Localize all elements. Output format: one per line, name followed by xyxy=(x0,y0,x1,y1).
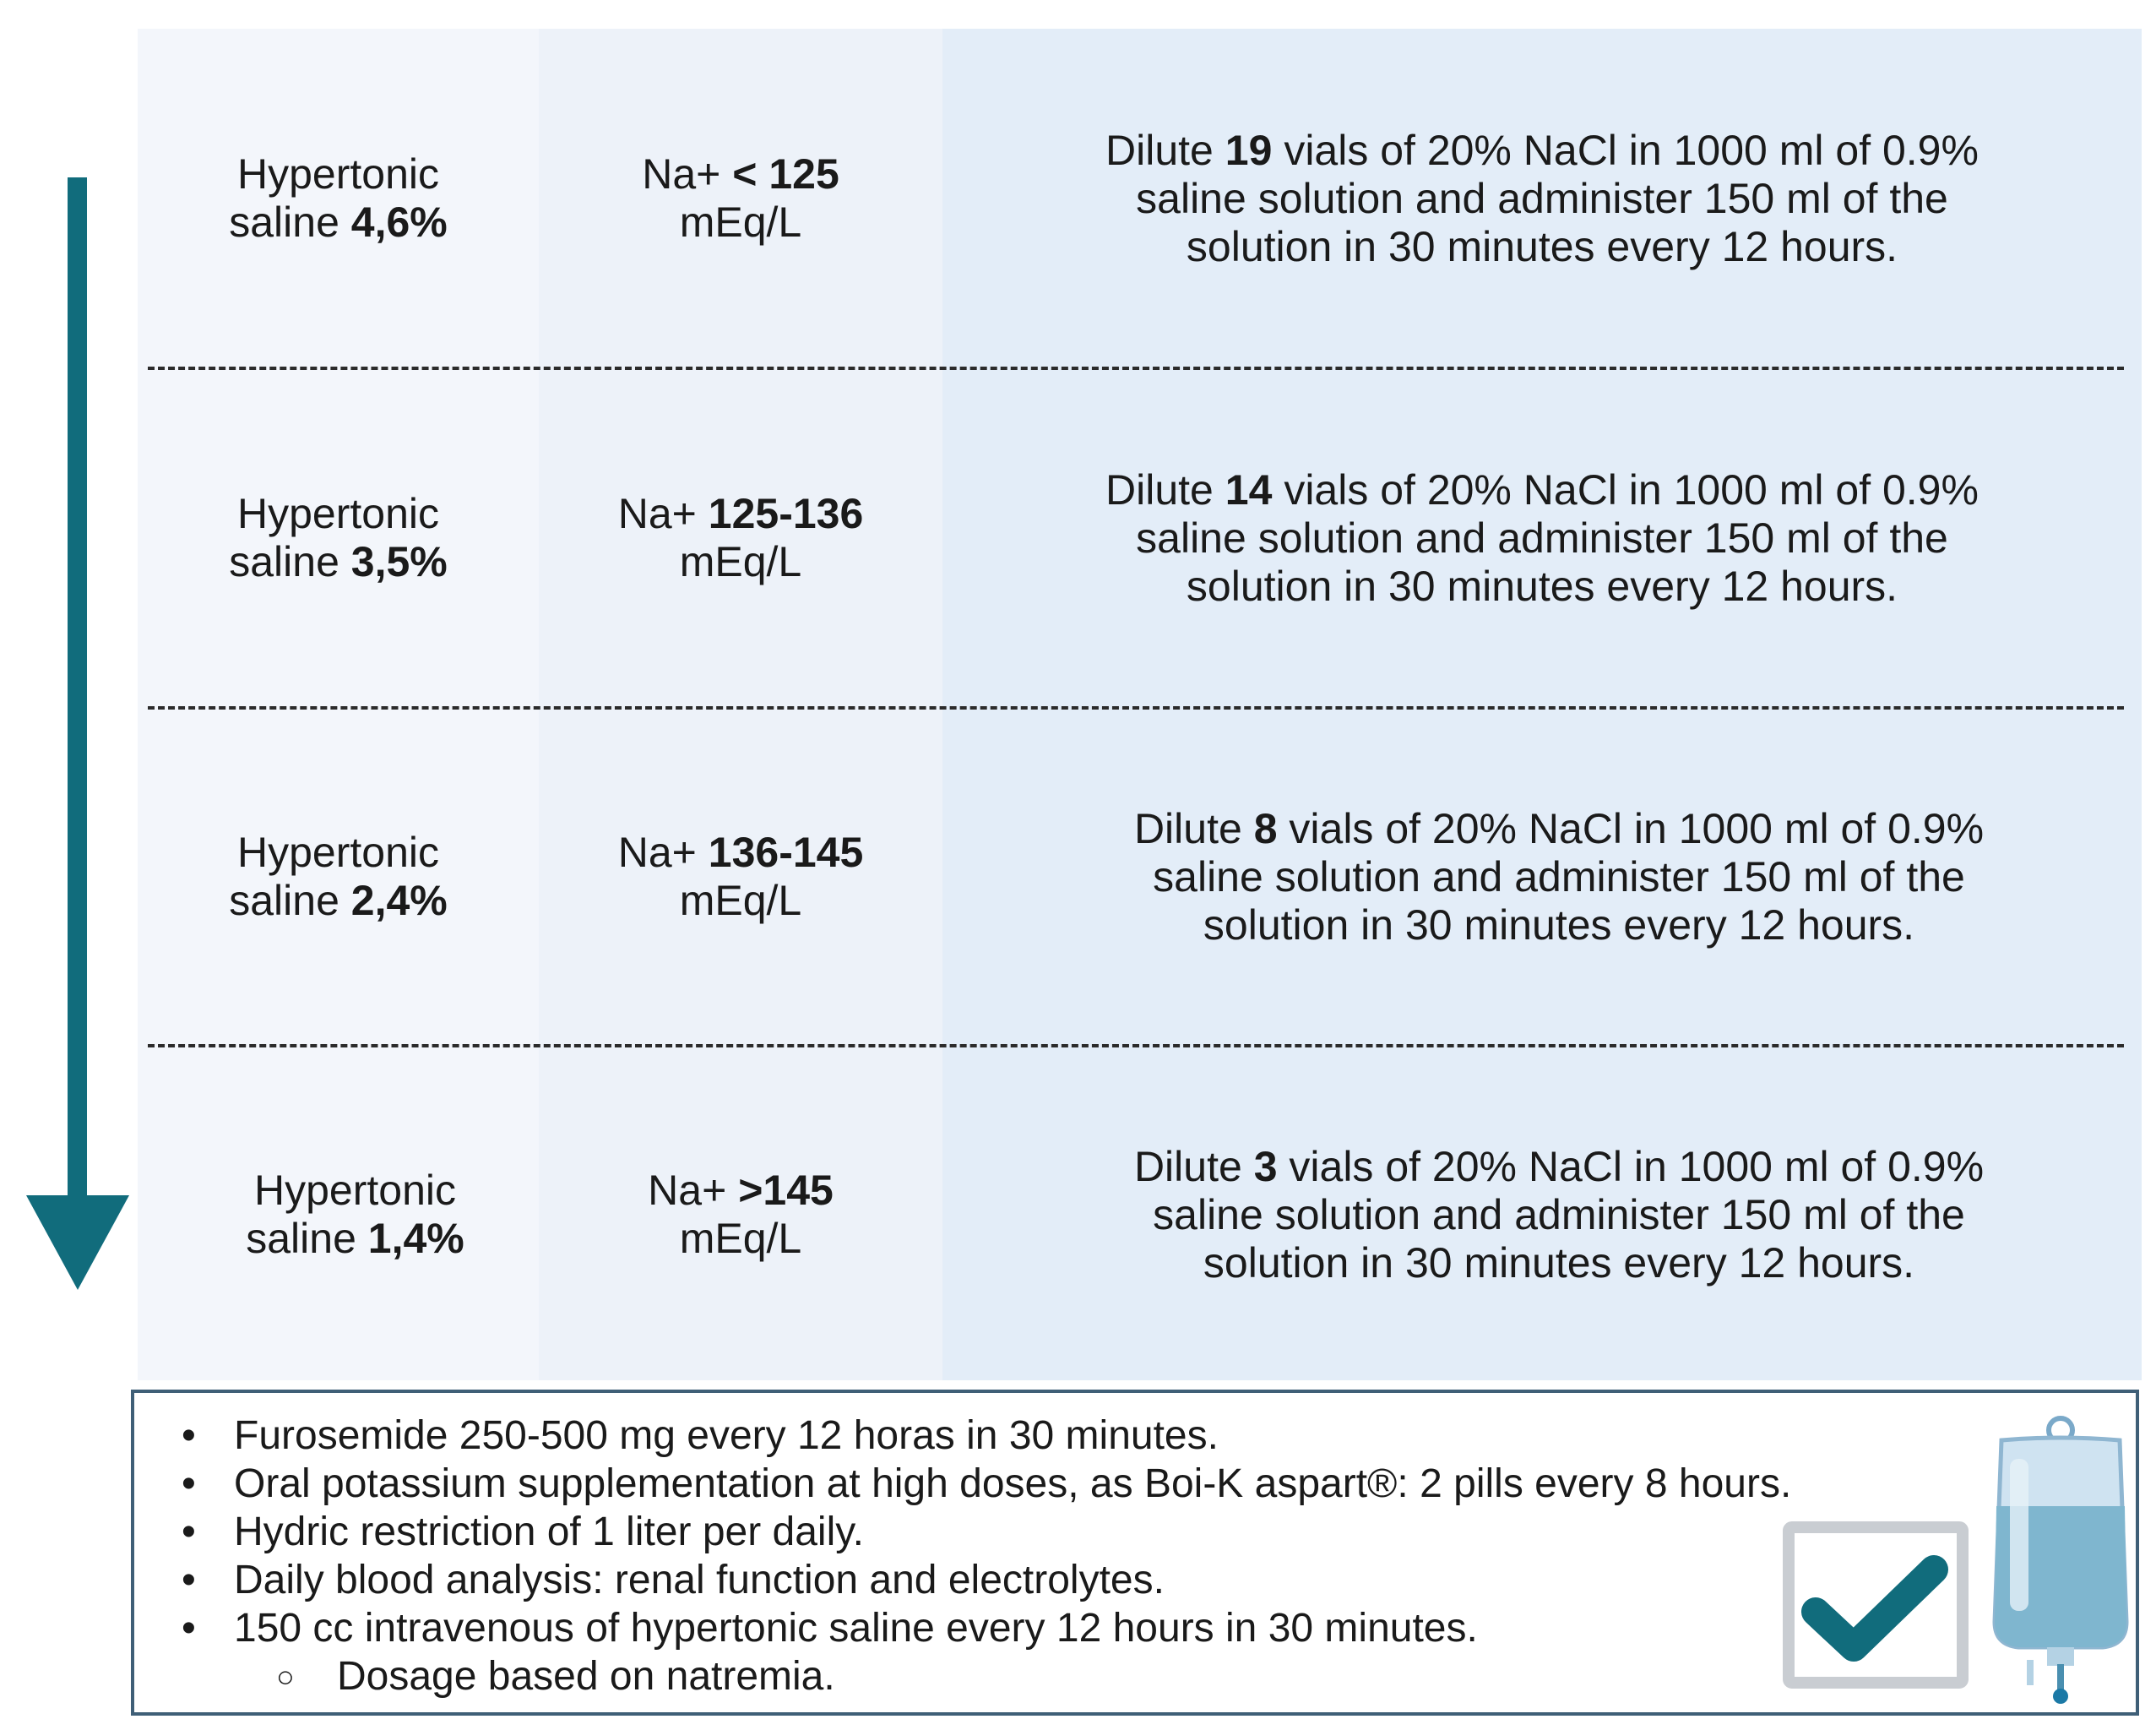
dosage-row xyxy=(138,371,2142,705)
sodium-cell xyxy=(539,371,942,705)
saline-cell xyxy=(138,31,539,366)
arrow-shaft xyxy=(68,177,87,1208)
sodium-cell xyxy=(539,710,942,1044)
dilute-word: Dilute xyxy=(1133,804,1242,852)
iv-bag-icon xyxy=(1976,1406,2145,1711)
bullet-icon: • xyxy=(182,1461,196,1506)
sodium-prefix: Na+ xyxy=(642,150,721,198)
instruction-cell xyxy=(942,1047,2142,1382)
sub-bullet-icon: ○ xyxy=(276,1659,295,1694)
sodium-prefix: Na+ xyxy=(648,1167,727,1214)
instruction-text: vials of 20% NaCl in 1000 ml of 0.9% saline solution and administer 150 ml of the solution in 30 minutes every 12 hours. xyxy=(1153,1142,1985,1287)
note-text: Oral potassium supplementation at high doses, as Boi-K aspart®: 2 pills every 8 hours. xyxy=(234,1461,1792,1506)
note-item xyxy=(176,1556,1791,1604)
saline-cell xyxy=(138,710,539,1044)
treatment-notes-list xyxy=(176,1412,1791,1700)
instruction-cell xyxy=(942,31,2142,366)
bullet-icon: • xyxy=(182,1606,196,1651)
dosage-row xyxy=(138,31,2142,366)
saline-cell xyxy=(138,1047,539,1382)
instruction-cell xyxy=(942,710,2142,1044)
saline-cell xyxy=(138,371,539,705)
instruction-text: vials of 20% NaCl in 1000 ml of 0.9% saline solution and administer 150 ml of the solution in 30 minutes every 12 hours. xyxy=(1153,804,1985,949)
instruction-text: vials of 20% NaCl in 1000 ml of 0.9% saline solution and administer 150 ml of the solution in 30 minutes every 12 hours. xyxy=(1136,465,1979,610)
saline-percentage: 2,4% xyxy=(350,877,448,924)
saline-percentage: 1,4% xyxy=(367,1215,464,1262)
vial-count: 8 xyxy=(1253,804,1278,852)
sodium-cell xyxy=(539,1047,942,1382)
saline-label: Hypertonic saline xyxy=(229,150,439,246)
sodium-unit: mEq/L xyxy=(679,1215,802,1262)
saline-label: Hypertonic saline xyxy=(246,1167,456,1262)
note-sub-item xyxy=(176,1652,1791,1700)
dilute-word: Dilute xyxy=(1133,1142,1242,1190)
vial-count: 14 xyxy=(1225,465,1273,514)
sodium-prefix: Na+ xyxy=(617,829,697,876)
bullet-icon: • xyxy=(182,1558,196,1602)
note-item xyxy=(176,1412,1791,1460)
note-item xyxy=(176,1604,1791,1652)
saline-percentage: 3,5% xyxy=(350,538,448,585)
dosage-row xyxy=(138,1047,2142,1382)
instruction-text: vials of 20% NaCl in 1000 ml of 0.9% saline solution and administer 150 ml of the solution in 30 minutes every 12 hours. xyxy=(1136,126,1979,270)
dosage-row xyxy=(138,710,2142,1044)
sodium-prefix: Na+ xyxy=(617,490,697,537)
vial-count: 19 xyxy=(1225,126,1273,174)
vial-count: 3 xyxy=(1253,1142,1278,1190)
note-item xyxy=(176,1508,1791,1556)
note-text: Furosemide 250-500 mg every 12 horas in 30 minutes. xyxy=(234,1413,1219,1458)
sodium-range: 136-145 xyxy=(708,829,864,876)
sodium-range: < 125 xyxy=(732,150,839,198)
note-text: Hydric restriction of 1 liter per daily. xyxy=(234,1510,865,1554)
bullet-icon: • xyxy=(182,1413,196,1458)
sodium-unit: mEq/L xyxy=(679,538,802,585)
saline-percentage: 4,6% xyxy=(350,199,448,246)
saline-label: Hypertonic saline xyxy=(229,829,439,924)
saline-label: Hypertonic saline xyxy=(229,490,439,585)
dilute-word: Dilute xyxy=(1105,126,1214,174)
sodium-cell xyxy=(539,31,942,366)
note-text: 150 cc intravenous of hypertonic saline every 12 hours in 30 minutes. xyxy=(234,1606,1478,1651)
arrow-head xyxy=(26,1195,129,1290)
note-item xyxy=(176,1460,1791,1508)
sodium-unit: mEq/L xyxy=(679,199,802,246)
sodium-range: >145 xyxy=(738,1167,834,1214)
checkbox-check-icon xyxy=(1782,1521,1969,1689)
instruction-cell xyxy=(942,371,2142,705)
row-divider xyxy=(148,367,2124,370)
note-sub-text: Dosage based on natremia. xyxy=(337,1654,835,1699)
sodium-range: 125-136 xyxy=(708,490,864,537)
bullet-icon: • xyxy=(182,1510,196,1554)
dilute-word: Dilute xyxy=(1105,465,1214,514)
note-text: Daily blood analysis: renal function and electrolytes. xyxy=(234,1558,1165,1602)
sodium-unit: mEq/L xyxy=(679,877,802,924)
